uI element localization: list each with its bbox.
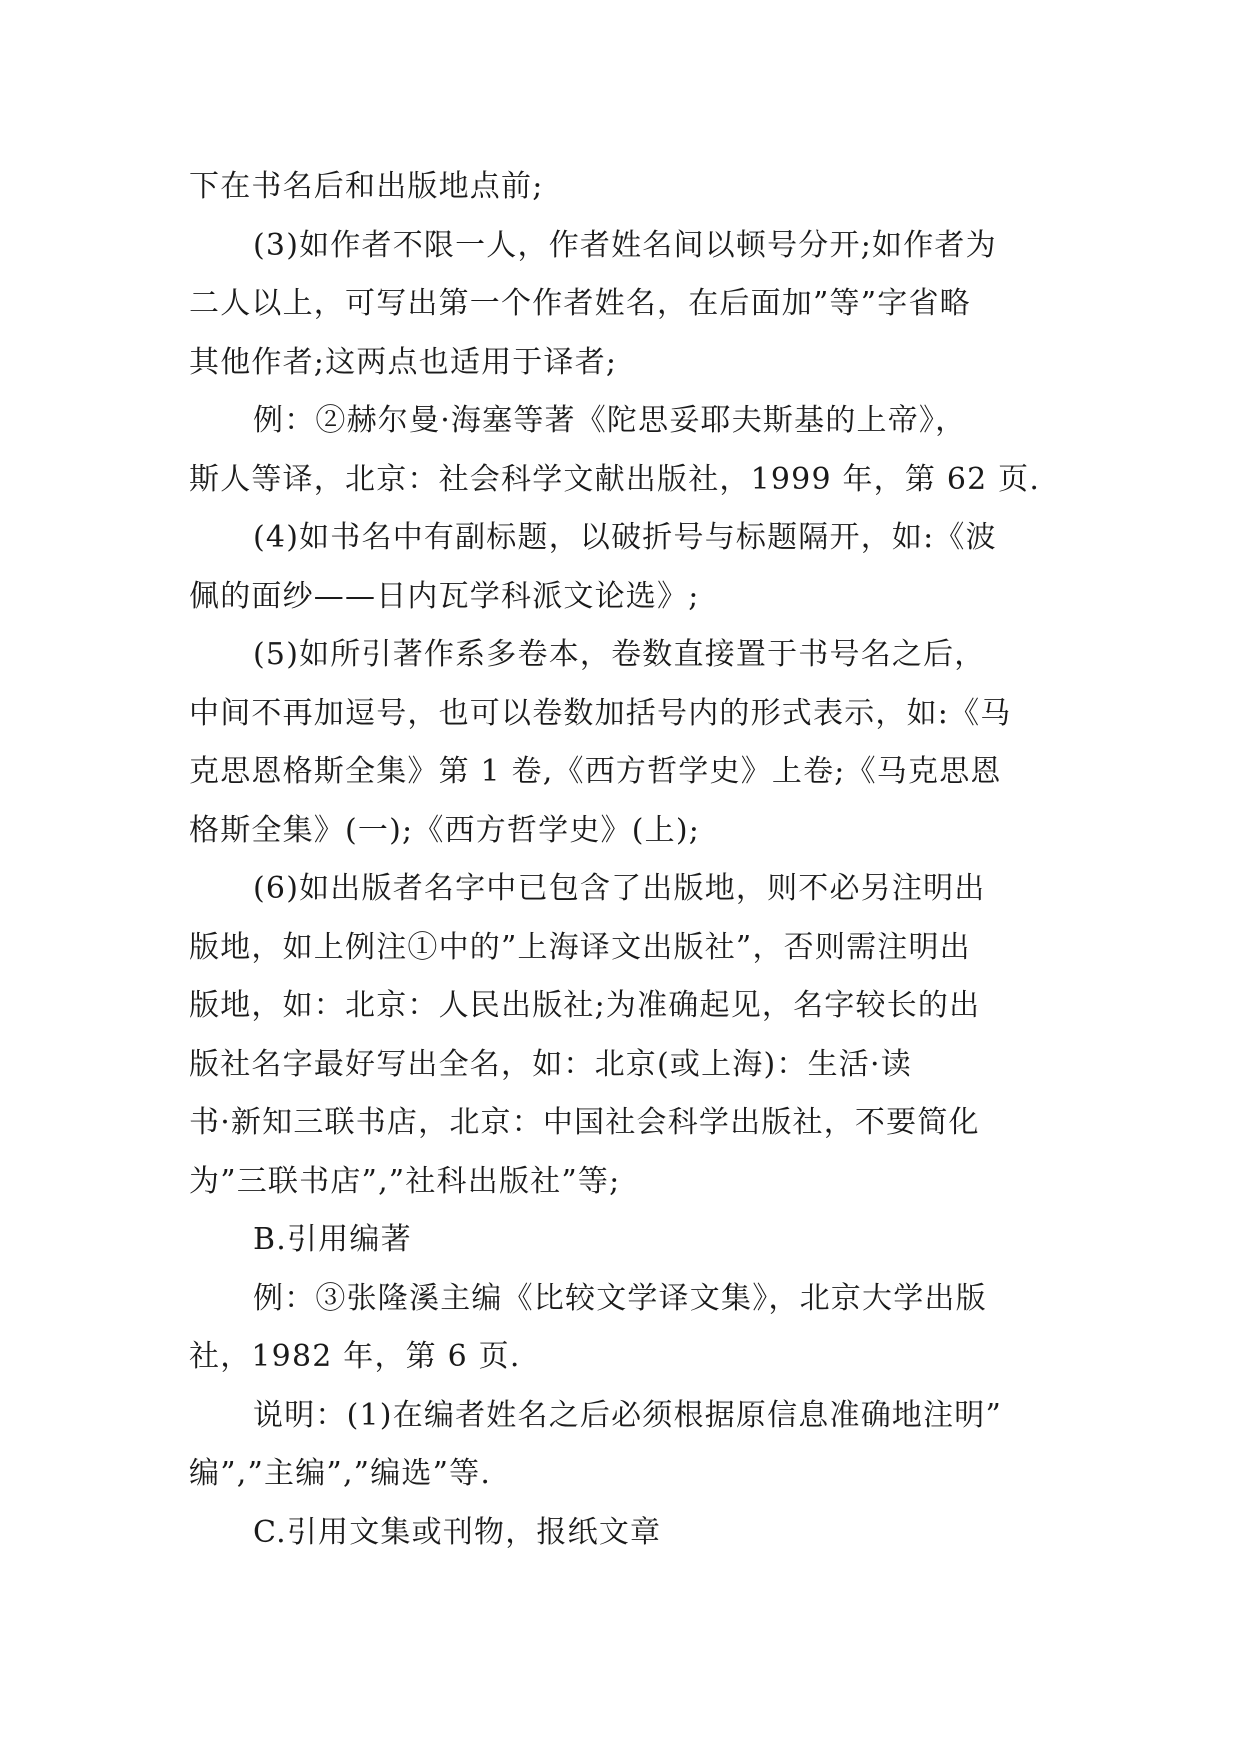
text-line: 为”三联书店”,”社科出版社”等;: [189, 1163, 621, 1199]
text-line: 版地，如上例注①中的”上海译文出版社”，否则需注明出: [189, 929, 971, 965]
section-heading: B.引用编著: [253, 1222, 412, 1257]
text-line: 佩的面纱——日内瓦学科派文论选》;: [189, 578, 700, 614]
text-line: 例：③张隆溪主编《比较文学译文集》，北京大学出版: [253, 1280, 987, 1316]
text-line: (5)如所引著作系多卷本，卷数直接置于书号名之后，: [253, 637, 986, 672]
text-line: (3)如作者不限一人，作者姓名间以顿号分开;如作者为: [253, 227, 997, 263]
text-line: 版地，如：北京：人民出版社;为准确起见，名字较长的出: [189, 988, 981, 1023]
text-line: (4)如书名中有副标题，以破折号与标题隔开，如:《波: [253, 520, 997, 555]
text-line: 书·新知三联书店，北京：中国社会科学出版社，不要简化: [189, 1105, 980, 1140]
text-line: 其他作者;这两点也适用于译者;: [189, 344, 618, 380]
text-line: 版社名字最好写出全名，如：北京(或上海)：生活·读: [189, 1046, 912, 1082]
text-line: 编”,”主编”,”编选”等.: [189, 1456, 492, 1491]
text-line: 中间不再加逗号，也可以卷数加括号内的形式表示，如:《马: [189, 695, 1012, 731]
text-line: 说明：(1)在编者姓名之后必须根据原信息准确地注明”: [253, 1397, 1003, 1433]
text-line: 社，1982 年，第 6 页.: [189, 1339, 521, 1374]
text-line: (6)如出版者名字中已包含了出版地，则不必另注明出: [253, 871, 986, 906]
text-line: 下在书名后和出版地点前;: [189, 169, 544, 204]
text-line: 例：②赫尔曼·海塞等著《陀思妥耶夫斯基的上帝》，: [253, 403, 967, 438]
body-text: [189, 158, 1057, 1562]
text-line: 格斯全集》(一);《西方哲学史》(上);: [189, 812, 701, 848]
text-line: 克思恩格斯全集》第 1 卷,《西方哲学史》上卷;《马克思恩: [189, 754, 1002, 789]
section-heading: C.引用文集或刊物，报纸文章: [253, 1514, 662, 1550]
text-line: 二人以上，可写出第一个作者姓名，在后面加”等”字省略: [189, 286, 971, 321]
text-line: 斯人等译，北京：社会科学文献出版社，1999 年，第 62 页.: [189, 461, 1041, 497]
